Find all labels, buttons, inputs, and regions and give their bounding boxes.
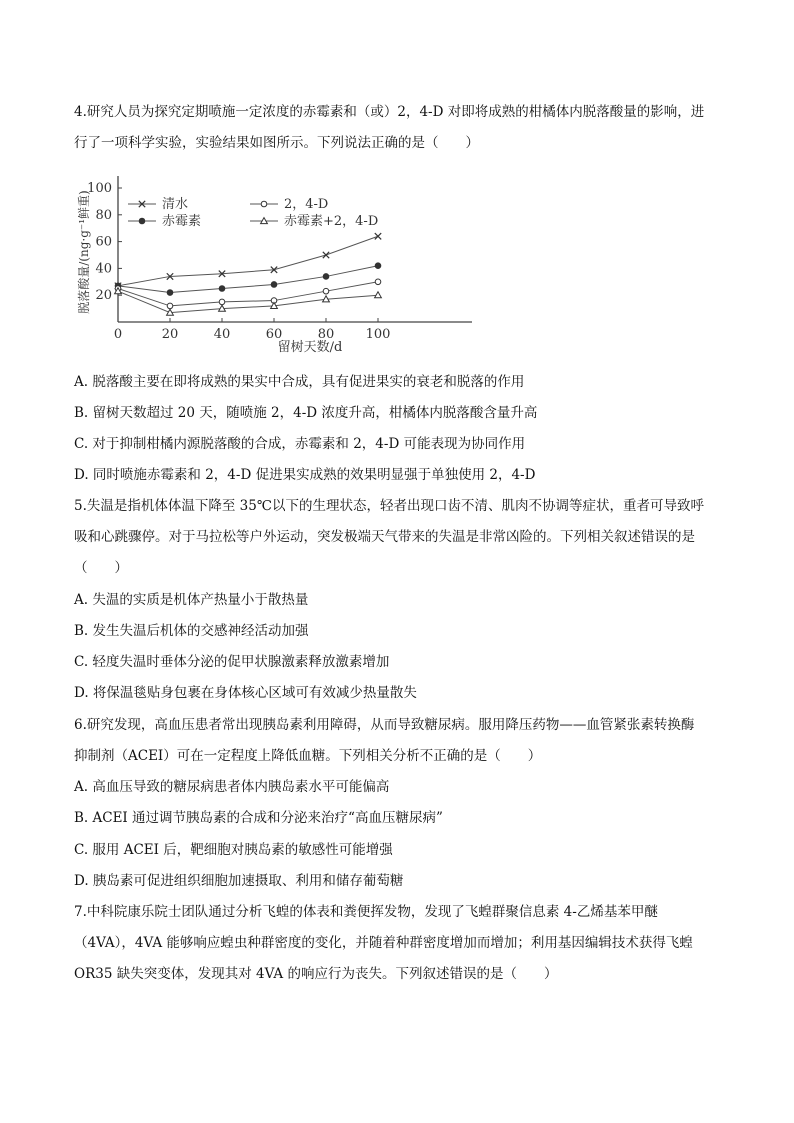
legend-label: 赤霉素 xyxy=(162,214,202,229)
x-axis-label: 留树天数/d xyxy=(277,340,343,355)
data-point xyxy=(323,274,329,280)
data-point xyxy=(323,288,329,294)
x-tick-label: 60 xyxy=(265,327,283,342)
chart-svg xyxy=(72,168,492,358)
q5-stem-line1: 5.失温是指机体体温下降至 35℃以下的生理状态，轻者出现口齿不清、肌肉不协调等症状，重者可导致呼 xyxy=(74,498,704,514)
y-tick-label: 80 xyxy=(95,207,112,223)
q6-option-d: D. 胰岛素可促进组织细胞加速摄取、利用和储存葡萄糖 xyxy=(74,873,404,889)
data-point xyxy=(375,279,381,285)
data-point xyxy=(167,290,173,296)
q5-option-a: A. 失温的实质是机体产热量小于散热量 xyxy=(74,592,309,608)
q6-stem-line1: 6.研究发现，高血压患者常出现胰岛素利用障碍，从而导致糖尿病。服用降压药物——血管紧张素转换酶 xyxy=(74,717,695,733)
data-point xyxy=(375,292,382,298)
legend-item-0 xyxy=(128,196,188,212)
q4-stem-line2: 行了一项科学实验，实验结果如图所示。下列说法正确的是（ ） xyxy=(74,135,479,151)
series-2 xyxy=(115,279,381,309)
abscisic-acid-chart xyxy=(72,168,492,358)
q4-option-c: C. 对于抑制柑橘内源脱落酸的合成，赤霉素和 2，4-D 可能表现为协同作用 xyxy=(74,436,526,452)
q5-option-c: C. 轻度失温时垂体分泌的促甲状腺激素释放激素增加 xyxy=(74,654,390,670)
x-tick-label: 20 xyxy=(161,327,179,342)
series-line xyxy=(118,236,378,286)
x-tick-label: 40 xyxy=(213,327,231,342)
chart-ticks xyxy=(87,181,390,342)
x-tick-label: 0 xyxy=(113,327,123,342)
x-tick-label: 100 xyxy=(365,327,391,342)
data-point xyxy=(219,286,225,292)
data-point xyxy=(167,303,173,309)
data-point xyxy=(375,263,381,269)
q5-option-d: D. 将保温毯贴身包裹在身体核心区域可有效减少热量散失 xyxy=(74,685,417,701)
q4-option-a: A. 脱落酸主要在即将成熟的果实中合成，具有促进果实的衰老和脱落的作用 xyxy=(74,374,525,390)
y-axis-label: 脱落酸量/(ng·g⁻¹鲜重) xyxy=(77,190,91,314)
chart-series xyxy=(115,233,382,315)
series-line xyxy=(118,282,378,306)
q4-option-b: B. 留树天数超过 20 天，随喷施 2，4-D 浓度升高，柑橘体内脱落酸含量升高 xyxy=(74,405,538,421)
q4-option-d: D. 同时喷施赤霉素和 2，4-D 促进果实成熟的效果明显强于单独使用 2，4-D xyxy=(74,467,536,483)
legend-label: 2，4-D xyxy=(284,197,329,212)
q6-option-a: A. 高血压导致的糖尿病患者体内胰岛素水平可能偏高 xyxy=(74,779,390,795)
q5-stem-line3: （ ） xyxy=(74,560,128,576)
legend-item-3 xyxy=(250,213,378,229)
q6-option-c: C. 服用 ACEI 后，靶细胞对胰岛素的敏感性可能增强 xyxy=(74,842,393,858)
q6-option-b: B. ACEI 通过调节胰岛素的合成和分泌来治疗“高血压糖尿病” xyxy=(74,810,443,826)
legend-item-2 xyxy=(250,197,328,212)
data-point xyxy=(375,233,381,239)
x-tick-label: 80 xyxy=(317,327,335,342)
q5-option-b: B. 发生失温后机体的交感神经活动加强 xyxy=(74,623,309,639)
q7-stem-line3: OR35 缺失突变体，发现其对 4VA 的响应行为丧失。下列叙述错误的是（ ） xyxy=(74,966,558,982)
q7-stem-line2: （4VA），4VA 能够响应蝗虫种群密度的变化，并随着种群密度增加而增加；利用基因编辑技术获得飞蝗 xyxy=(74,935,693,951)
q7-stem-line1: 7.中科院康乐院士团队通过分析飞蝗的体表和粪便挥发物，发现了飞蝗群聚信息素 4-乙烯基苯甲醚 xyxy=(74,904,658,920)
q5-stem-line2: 吸和心跳骤停。对于马拉松等户外运动，突发极端天气带来的失温是非常凶险的。下列相关叙述错误的是 xyxy=(74,529,695,545)
chart-legend xyxy=(128,196,378,229)
q6-stem-line2: 抑制剂（ACEI）可在一定程度上降低血糖。下列相关分析不正确的是（ ） xyxy=(74,748,542,764)
data-point xyxy=(323,252,329,258)
y-tick-label: 60 xyxy=(95,234,112,250)
q4-stem-line1: 4.研究人员为探究定期喷施一定浓度的赤霉素和（或）2，4-D 对即将成熟的柑橘体内脱落酸量的影响，进 xyxy=(74,104,705,120)
y-tick-label: 40 xyxy=(95,261,112,277)
legend-label: 清水 xyxy=(162,197,189,212)
data-point xyxy=(219,299,225,305)
y-tick-label: 100 xyxy=(87,181,112,196)
data-point xyxy=(271,282,277,288)
legend-marker xyxy=(261,201,267,207)
legend-marker xyxy=(139,218,145,224)
legend-item-1 xyxy=(128,213,201,229)
series-0 xyxy=(115,233,381,289)
legend-label: 赤霉素+2，4-D xyxy=(284,214,379,229)
y-tick-label: 20 xyxy=(95,288,112,304)
